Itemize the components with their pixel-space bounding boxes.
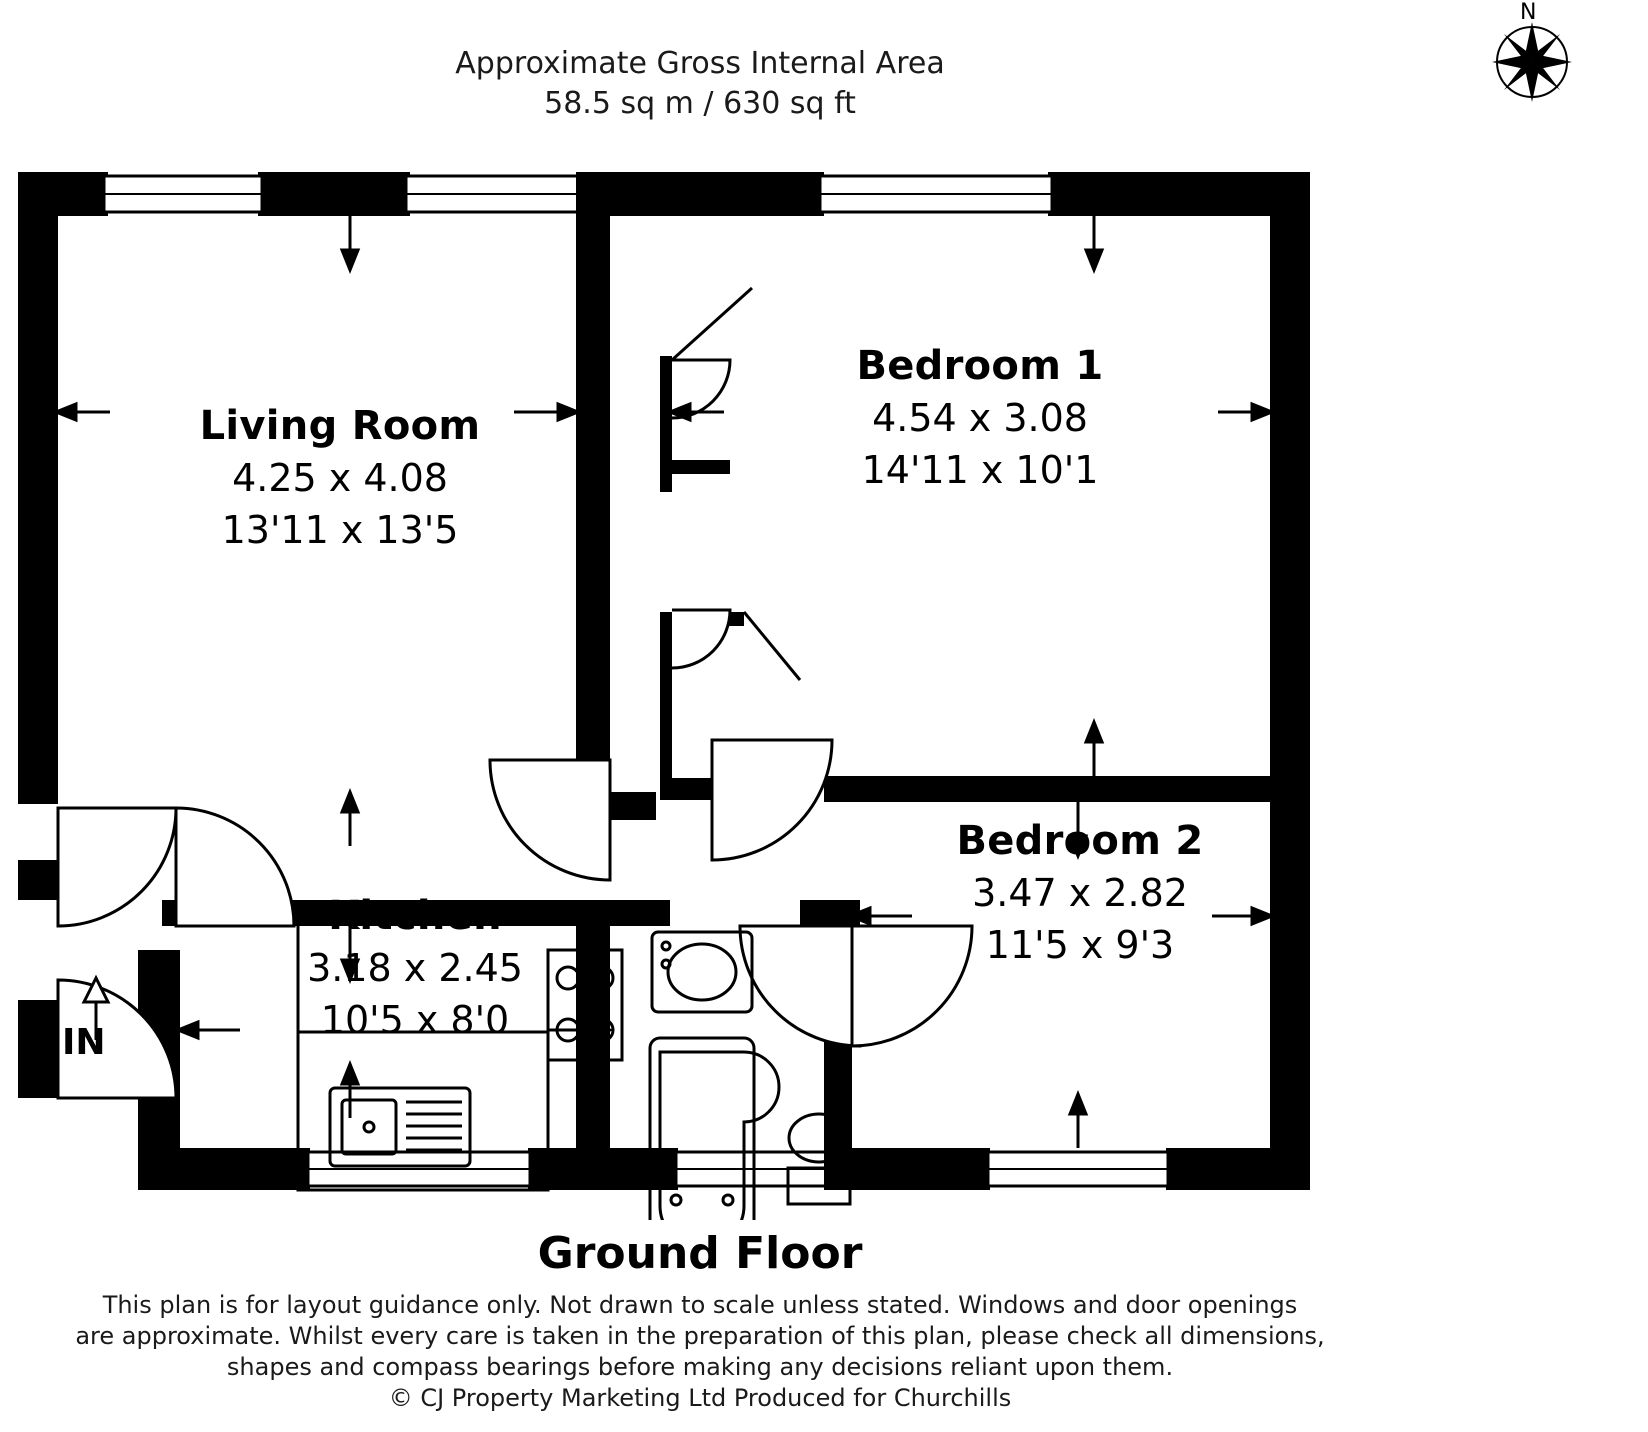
compass-rose-icon: [1480, 0, 1600, 110]
bedroom-2-dim-imperial: 11'5 x 9'3: [985, 923, 1175, 967]
floor-plan-drawing: [0, 160, 1400, 1220]
kitchen-dim-metric: 3.18 x 2.45: [307, 946, 523, 990]
bedroom-2-dim-metric: 3.47 x 2.82: [972, 871, 1188, 915]
room-label-bedroom-2: [860, 815, 1300, 971]
living-room-dim-imperial: 13'11 x 13'5: [221, 508, 459, 552]
room-label-bedroom-1: [760, 340, 1200, 496]
bedroom-1-name: Bedroom 1: [856, 343, 1104, 389]
living-room-dim-metric: 4.25 x 4.08: [232, 456, 448, 500]
compass-north-label: N: [1520, 0, 1537, 25]
disclaimer: [0, 1290, 1400, 1414]
gross-internal-area-header: [0, 44, 1400, 124]
room-label-kitchen: [230, 890, 600, 1046]
gia-title: Approximate Gross Internal Area: [455, 46, 945, 81]
bath-icon: [650, 1038, 779, 1220]
kitchen-dim-imperial: 10'5 x 8'0: [320, 998, 510, 1042]
entrance-label: IN: [62, 1022, 106, 1063]
bedroom-2-name: Bedroom 2: [956, 818, 1204, 864]
bedroom-1-dim-metric: 4.54 x 3.08: [872, 396, 1088, 440]
bedroom-1-dim-imperial: 14'11 x 10'1: [861, 448, 1099, 492]
room-label-living-room: [120, 400, 560, 556]
disclaimer-line-2: are approximate. Whilst every care is taken in the preparation of this plan, please check all dimensions,: [75, 1322, 1325, 1350]
kitchen-name: Kitchen: [328, 893, 502, 939]
gia-value: 58.5 sq m / 630 sq ft: [544, 86, 856, 121]
compass: [1480, 0, 1600, 110]
basin-icon: [652, 932, 752, 1012]
floor-title: Ground Floor: [537, 1228, 863, 1279]
disclaimer-line-1: This plan is for layout guidance only. Not drawn to scale unless stated. Windows and door openings: [102, 1291, 1298, 1319]
disclaimer-line-3: shapes and compass bearings before making any decisions reliant upon them.: [226, 1353, 1174, 1381]
copyright-line: © CJ Property Marketing Ltd Produced for Churchills: [388, 1384, 1012, 1412]
living-room-name: Living Room: [199, 403, 481, 449]
floor-plan: [0, 160, 1400, 1220]
